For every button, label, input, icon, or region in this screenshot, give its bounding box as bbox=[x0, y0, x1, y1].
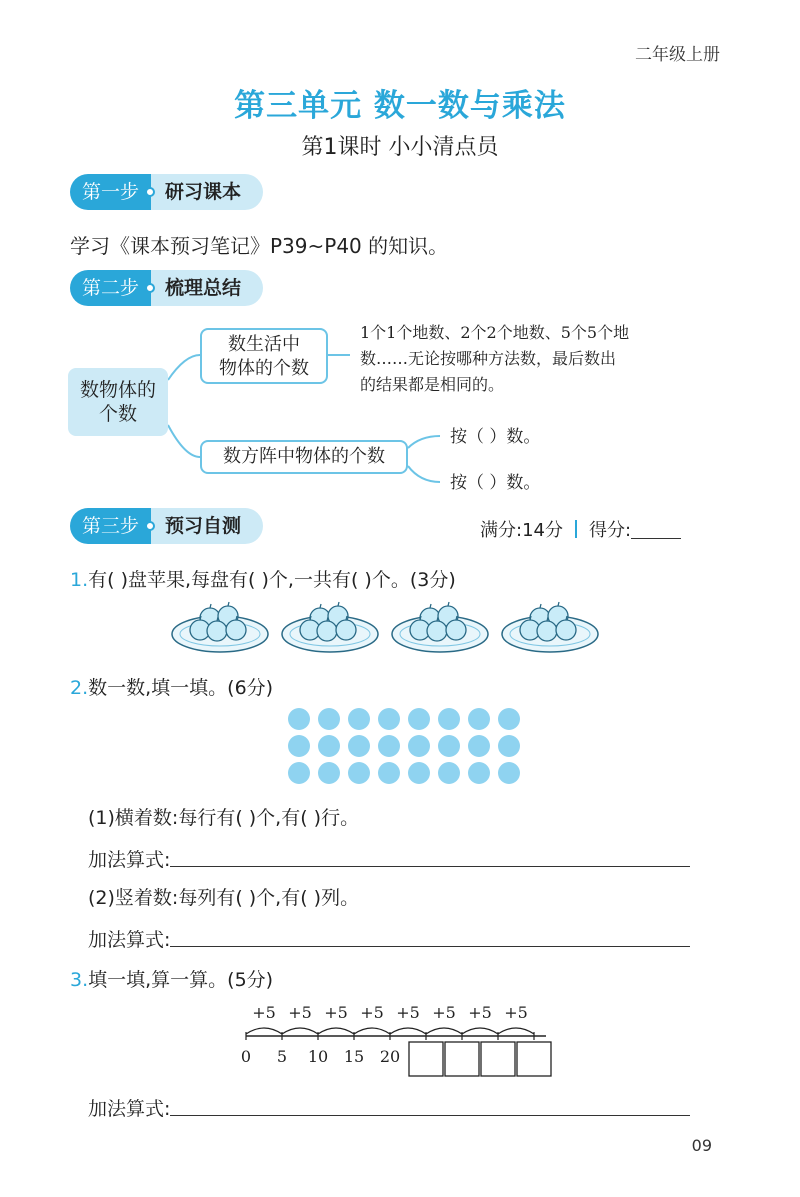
q2-formula-1-label: 加法算式: bbox=[88, 849, 171, 871]
q2-formula-2 bbox=[88, 925, 690, 952]
jump-arc bbox=[246, 1028, 282, 1034]
array-dot bbox=[348, 762, 370, 784]
jump-arc bbox=[462, 1028, 498, 1034]
branch1-description bbox=[360, 320, 629, 398]
step2-label: 梳理总结 bbox=[151, 270, 263, 306]
q3-number: 3. bbox=[70, 969, 89, 991]
q2-part-1: (1)横着数:每行有( )个,有( )行。 bbox=[88, 807, 360, 829]
jump-arc bbox=[498, 1028, 534, 1034]
jump-label: +5 bbox=[432, 1003, 456, 1022]
question-1 bbox=[70, 565, 456, 592]
array-dot bbox=[438, 762, 460, 784]
apple-icon bbox=[207, 621, 227, 641]
lesson-title: 第1课时 小小清点员 bbox=[301, 135, 499, 160]
answer-box[interactable] bbox=[445, 1042, 479, 1076]
apple-icon bbox=[226, 620, 246, 640]
array-dot bbox=[408, 735, 430, 757]
jump-arc bbox=[426, 1028, 462, 1034]
answer-box[interactable] bbox=[517, 1042, 551, 1076]
mindmap-root bbox=[68, 368, 168, 436]
score-divider bbox=[575, 520, 577, 538]
step1-text: 学习《课本预习笔记》P39~P40 的知识。 bbox=[70, 234, 449, 258]
jump-arc bbox=[282, 1028, 318, 1034]
jump-label: +5 bbox=[360, 1003, 384, 1022]
mindmap-branch-1 bbox=[200, 328, 328, 384]
array-dot bbox=[288, 708, 310, 730]
array-dot bbox=[408, 708, 430, 730]
tick-label: 0 bbox=[240, 1047, 252, 1066]
step1-label: 研习课本 bbox=[151, 174, 263, 210]
apple-plate bbox=[502, 602, 598, 652]
array-dot bbox=[378, 708, 400, 730]
unit-title: 第三单元 数一数与乘法 bbox=[234, 88, 566, 124]
q2-text: 数一数,填一填。(6分) bbox=[88, 677, 274, 699]
root-line-1: 数物体的 bbox=[79, 379, 156, 401]
jump-label: +5 bbox=[252, 1003, 276, 1022]
apple-icon bbox=[317, 621, 337, 641]
apple-icon bbox=[537, 621, 557, 641]
grade-label: 二年级上册 bbox=[635, 45, 720, 65]
array-dot bbox=[498, 708, 520, 730]
array-dot bbox=[318, 708, 340, 730]
branch1-line-2: 物体的个数 bbox=[219, 358, 309, 379]
root-line-2: 个数 bbox=[98, 403, 137, 425]
array-dot bbox=[378, 762, 400, 784]
step3-tag: 第三步 bbox=[70, 508, 151, 544]
branch2-sub-2: 按（ ）数。 bbox=[450, 473, 541, 493]
jump-label: +5 bbox=[288, 1003, 312, 1022]
q3-formula-input[interactable] bbox=[170, 1094, 690, 1116]
score-blank[interactable] bbox=[631, 519, 681, 539]
jump-label: +5 bbox=[504, 1003, 528, 1022]
q2-part-2: (2)竖着数:每列有( )个,有( )列。 bbox=[88, 887, 360, 909]
step2-tag: 第二步 bbox=[70, 270, 151, 306]
q2-formula-2-label: 加法算式: bbox=[88, 929, 171, 951]
array-dot bbox=[288, 735, 310, 757]
desc-line-3: 的结果都是相同的。 bbox=[360, 375, 505, 394]
array-dot bbox=[498, 762, 520, 784]
apple-icon bbox=[336, 620, 356, 640]
tick-label: 5 bbox=[276, 1047, 288, 1066]
dot-array-figure bbox=[285, 706, 525, 788]
answer-box[interactable] bbox=[481, 1042, 515, 1076]
step3-label: 预习自测 bbox=[151, 508, 263, 544]
step1-tag: 第一步 bbox=[70, 174, 151, 210]
step3-header bbox=[70, 508, 263, 544]
step2-dot-icon bbox=[145, 283, 155, 293]
q2-formula-2-input[interactable] bbox=[170, 925, 690, 947]
branch2-sub-1: 按（ ）数。 bbox=[450, 427, 541, 447]
array-dot bbox=[438, 735, 460, 757]
array-dot bbox=[468, 708, 490, 730]
tick-label: 20 bbox=[379, 1047, 401, 1066]
apple-plate bbox=[172, 602, 268, 652]
apple-icon bbox=[556, 620, 576, 640]
jump-label: +5 bbox=[468, 1003, 492, 1022]
desc-line-2: 数……无论按哪种方法数，最后数出 bbox=[360, 349, 617, 368]
array-dot bbox=[348, 735, 370, 757]
array-dot bbox=[468, 762, 490, 784]
q2-formula-1-input[interactable] bbox=[170, 845, 690, 867]
step1-dot-icon bbox=[145, 187, 155, 197]
page-number: 09 bbox=[691, 1136, 712, 1155]
jump-label: +5 bbox=[324, 1003, 348, 1022]
apple-icon bbox=[427, 621, 447, 641]
score-area bbox=[480, 516, 681, 542]
q2-formula-1 bbox=[88, 845, 690, 872]
jump-arc bbox=[318, 1028, 354, 1034]
jump-arc bbox=[354, 1028, 390, 1034]
q3-formula-label: 加法算式: bbox=[88, 1098, 171, 1120]
answer-box[interactable] bbox=[409, 1042, 443, 1076]
q2-number: 2. bbox=[70, 677, 89, 699]
apple-plate bbox=[392, 602, 488, 652]
array-dot bbox=[498, 735, 520, 757]
q1-number: 1. bbox=[70, 569, 89, 591]
mindmap-branch-2: 数方阵中物体的个数 bbox=[200, 440, 408, 474]
q3-text: 填一填,算一算。(5分) bbox=[88, 969, 274, 991]
q3-formula bbox=[88, 1094, 690, 1121]
array-dot bbox=[408, 762, 430, 784]
tick-label: 15 bbox=[343, 1047, 365, 1066]
array-dot bbox=[378, 735, 400, 757]
apple-plates-figure bbox=[170, 598, 620, 658]
apple-plate bbox=[282, 602, 378, 652]
question-2 bbox=[70, 673, 273, 700]
jump-label: +5 bbox=[396, 1003, 420, 1022]
apple-icon bbox=[446, 620, 466, 640]
q1-text: 有( )盘苹果,每盘有( )个,一共有( )个。(3分) bbox=[88, 569, 456, 591]
array-dot bbox=[318, 735, 340, 757]
array-dot bbox=[288, 762, 310, 784]
branch1-line-1: 数生活中 bbox=[228, 334, 300, 355]
jump-arc bbox=[390, 1028, 426, 1034]
full-score: 满分:14分 bbox=[480, 520, 563, 541]
score-label: 得分: bbox=[588, 520, 632, 541]
array-dot bbox=[348, 708, 370, 730]
step3-dot-icon bbox=[145, 521, 155, 531]
array-dot bbox=[438, 708, 460, 730]
number-line-figure bbox=[230, 996, 570, 1080]
array-dot bbox=[468, 735, 490, 757]
tick-label: 10 bbox=[307, 1047, 329, 1066]
desc-line-1: 1个1个地数、2个2个地数、5个5个地 bbox=[360, 323, 630, 342]
question-3 bbox=[70, 965, 273, 992]
array-dot bbox=[318, 762, 340, 784]
